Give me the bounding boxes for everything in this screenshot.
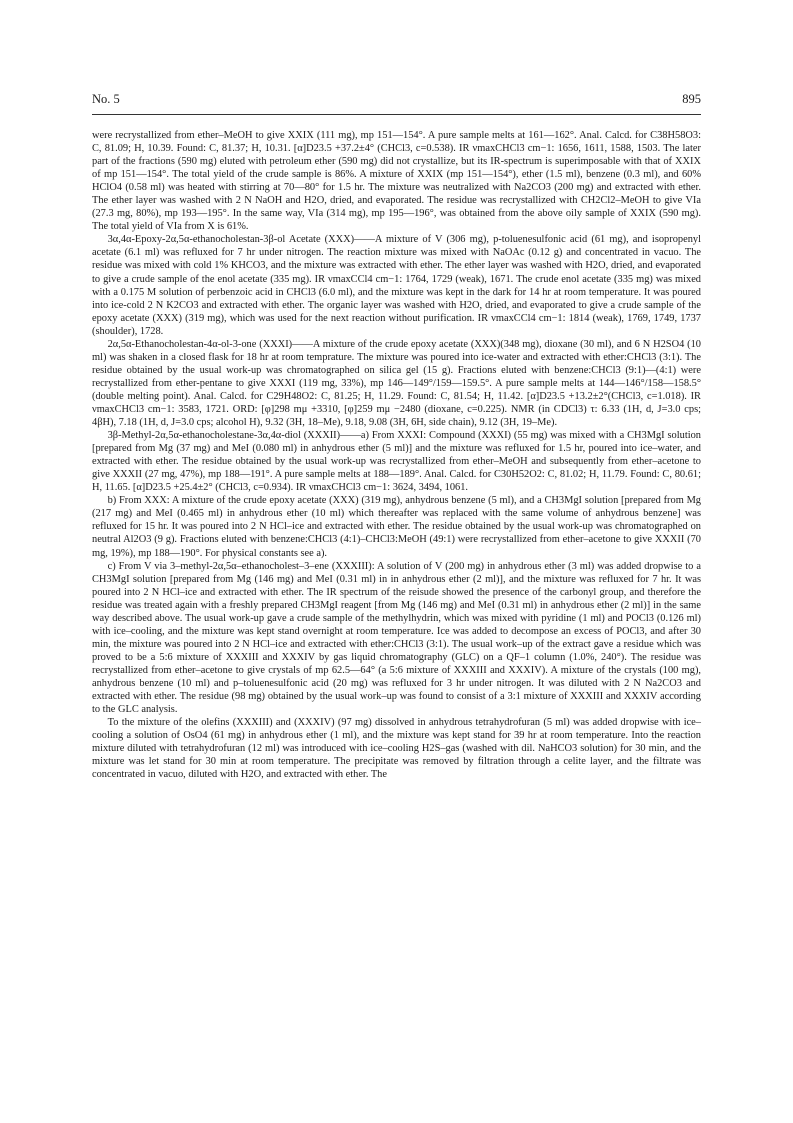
paragraph: 3β-Methyl-2α,5α-ethanocholestane-3α,4α-diol (XXXII)——a) From XXXI: Compound (XXXI) (55 mg) was mixed with a CH3MgI solution [prepared from Mg (37 mg) and MeI (0.080 ml) in anhydrous ether (5 ml)] and the mixture was refluxed for 1.5 hr, poured into ice–water, and extracted with ether. The residue obtained by the usual work-up was recrystallized from ether–MeOH and subsequently from ether–acetone to give XXXII (27 mg, 47%), mp 188—191°. A pure sample melts at 188—189°. Anal. Calcd. for C30H52O2: C, 81.02; H, 11.79. Found: C, 80.61; H, 11.65. [α]D23.5 +25.4±2° (CHCl3, c=0.934). IR νmaxCHCl3 cm−1: 3624, 3494, 1061.: [92, 430, 701, 494]
paragraph: To the mixture of the olefins (XXXIII) and (XXXIV) (97 mg) dissolved in anhydrous tetrahydrofuran (5 ml) was added dropwise with ice–cooling a solution of OsO4 (61 mg) in anhydrous ether (1 ml), and the mixture was kept stand for 39 hr at room temperature. Into the reaction mixture diluted with tetrahydrofuran (12 ml) was introduced with ice–cooling H2S–gas (washed with dil. NaHCO3 solution) for 30 min, and the mixture was let stand for 30 min at room temperature. The precipitate was removed by filtration through a celite layer, and the filtrate was concentrated in vacuo, diluted with H2O, and extracted with ether. The: [92, 717, 701, 781]
page-header: [92, 92, 701, 112]
paragraph: c) From V via 3–methyl-2α,5α–ethanocholest–3–ene (XXXIII): A solution of V (200 mg) in anhydrous ether (3 ml) was added dropwise to a CH3MgI solution [prepared from Mg (146 mg) and MeI (0.31 ml) in in anhydrous ether (2 ml)], and the mixture was refluxed for 7 hr. It was poured into 2 N HCl–ice and extracted with ether. The IR spectrum of the reisude showed the presence of the carbonyl group, and therefore the residue was treated again with a freshly prepared CH3MgI reagent [from Mg (146 mg) and MeI (0.31 ml) in anhydrous ether (2 ml)] in the same way described above. The usual work-up gave a crude sample of the methylhydrin, which was mixed with pyridine (1 ml) and POCl3 (0.126 ml) with ice–cooling, and the mixture was kept stand overnight at room temperature. Ice was added to decompose an excess of POCl3, and after 30 min, the mixture was poured into 2 N HCl–ice and extracted with ether:CHCl3 (3:1). The usual work–up of the extract gave a residue which was proved to be a 5:6 mixture of XXXIII and XXXIV by gas liquid chromatography (GLC) on a QF–1 column (1.0%, 240°). The residue was recrystallized from ether–acetone to give crystals of mp 62.5—64° (a 5:6 mixture of XXXIII and XXXIV). A mixture of the crystals (100 mg), anhydrous benzene (10 ml) and p–toluenesulfonic acid (20 mg) was refluxed for 3 hr under nitrogen. It was diluted with 2 N Na2CO3 and extracted with ether. The residue (98 mg) obtained by the usual work–up was found to consist of a 3:1 mixture of XXXIII and XXXIV according to the GLC analysis.: [92, 560, 701, 716]
body-text: [92, 129, 701, 781]
page-number: 895: [682, 92, 701, 106]
paragraph: were recrystallized from ether–MeOH to give XXIX (111 mg), mp 151—154°. A pure sample melts at 161—162°. Anal. Calcd. for C38H58O3: C, 81.09; H, 10.39. Found: C, 81.37; H, 10.31. [α]D23.5 +37.2±4° (CHCl3, c=0.538). IR νmaxCHCl3 cm−1: 1656, 1611, 1588, 1503. The later part of the fractions (590 mg) eluted with petroleum ether (590 mg) did not crystallize, but its IR-spectrum is superimposable with that of XXIX of mp 151—154°. The total yield of the crude sample is 86%. A mixture of XXIX (mp 151—154°), ether (1.5 ml), benzene (0.3 ml), and 60% HClO4 (0.58 ml) was heated with stirring at 70—80° for 1.5 hr. The mixture was neutralized with Na2CO3 (200 mg) and extracted with ether. The ether layer was washed with 2 N NaOH and H2O, dried, and evaporated. The residue was recrystallized with CH2Cl2–MeOH to give VIa (27.3 mg, 80%), mp 193—195°. In the same way, VIa (314 mg), mp 195—196°, was obtained from the above oily sample of XXIX (590 mg). The total yield of VIa from X is 61%.: [92, 130, 701, 233]
paragraph: b) From XXX: A mixture of the crude epoxy acetate (XXX) (319 mg), anhydrous benzene (5 ml), and a CH3MgI solution [prepared from Mg (217 mg) and MeI (0.465 ml) in anhydrous ether (10 ml) which thereafter was replaced with the same volume of anhydrous benzene] was refluxed for 15 hr. It was poured into 2 N HCl–ice and extracted with ether. The residue obtained by the usual work-up was chromatographed on neutral Al2O3 (9 g). Fractions eluted with benzene:CHCl3 (4:1)–CHCl3:MeOH (49:1) were recrystallized from ether–acetone to give XXXII (70 mg, 19%), mp 188—190°. For physical constants see a).: [92, 495, 701, 559]
paragraph: 3α,4α-Epoxy-2α,5α-ethanocholestan-3β-ol Acetate (XXX)——A mixture of V (306 mg), p-toluenesulfonic acid (61 mg), and isopropenyl acetate (6.1 ml) was refluxed for 7 hr under nitrogen. The reaction mixture was mixed with NaOAc (0.12 g) and concentrated in vacuo. The residue was mixed with cold 1% KHCO3, and the mixture was extracted with ether. The ether layer was washed with H2O, dried, and evaporated to give a crude sample of the enol acetate (335 mg). IR νmaxCCl4 cm−1: 1764, 1729 (weak), 1671. The crude enol acetate (335 mg) was mixed with a 0.175 M solution of perbenzoic acid in CHCl3 (6.0 ml), and the mixture was kept in the dark for 14 hr at room temperature. It was poured into ice-cold 2 N K2CO3 and extracted with ether. The organic layer was washed with H2O, dried, and evaporated to give a crude sample of the epoxy acetate (XXX) (319 mg), which was used for the next reaction without purification. IR νmaxCCl4 cm−1: 1814 (weak), 1769, 1749, 1737 (shoulder), 1728.: [92, 234, 701, 337]
header-rule: [92, 114, 701, 115]
issue-number: No. 5: [92, 92, 120, 106]
paragraph: 2α,5α-Ethanocholestan-4α-ol-3-one (XXXI)——A mixture of the crude epoxy acetate (XXX)(348 mg), dioxane (30 ml), and 6 N H2SO4 (10 ml) was shaken in a closed flask for 18 hr at room temprature. The mixture was poured into ice-water and extracted with ether:CHCl3 (3:1). The residue obtained by the usual work-up was chromatographed on silica gel (15 g). Fractions eluted with benzene:CHCl3 (9:1)—(4:1) were recrystallized from ether-pentane to give XXXI (119 mg, 33%), mp 146—149°/159—159.5°. A pure sample melts at 144—146°/158—158.5° (double melting point). Anal. Calcd. for C29H48O2: C, 81.25; H, 11.29. Found: C, 81.54; H, 11.42. [α]D23.5 +13.2±2°(CHCl3, c=1.018). IR νmaxCHCl3 cm−1: 3583, 1721. ORD: [φ]298 mμ +3310, [φ]259 mμ −2480 (dioxane, c=0.225). NMR (in CDCl3) τ: 6.33 (1H, d, J=3.0 cps; 4βH), 7.18 (1H, d, J=3.0 cps; alcohol H), 9.32 (3H, 18–Me), 9.18, 9.08 (3H, 6H, side chain), 9.12 (3H, 19–Me).: [92, 338, 701, 429]
